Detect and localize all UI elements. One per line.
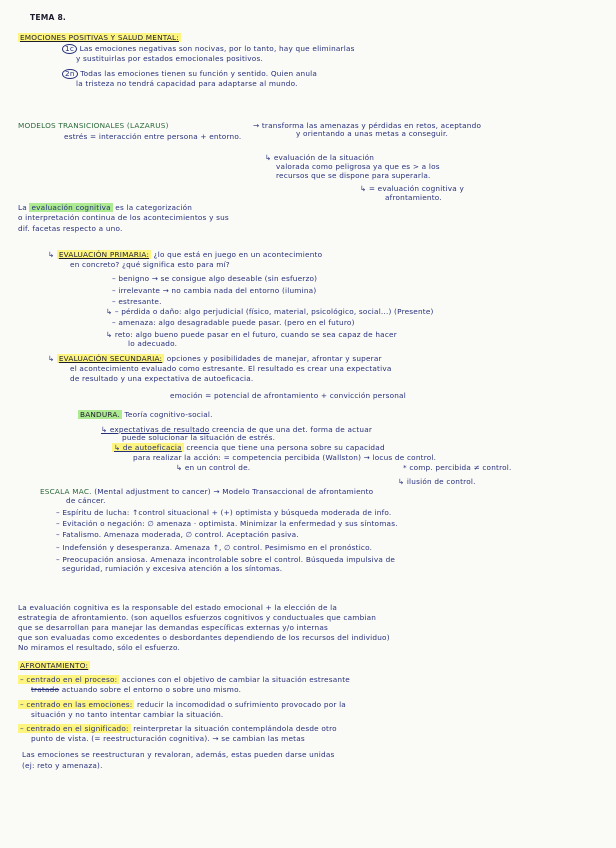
escala-mac-head: ESCALA MAC. (Mental adjustment to cancer) → Modelo Transaccional de afrontamiento — [40, 487, 374, 496]
eval-secundaria-head: ↳ EVALUACIÓN SECUNDARIA: opciones y posibilidades de manejar, afrontar y superar — [48, 354, 382, 363]
bandura-head: BANDURA. Teoría cognitivo-social. — [80, 410, 213, 419]
primaria-estresante: – estresante. — [112, 297, 162, 306]
mac-lucha: – Espíritu de lucha: ↑control situacional + (+) optimista y búsqueda moderada de info. — [56, 508, 392, 517]
point-1-cont: y sustituirlas por estados emocionales positivos. — [76, 54, 263, 63]
bandura-e6: ↳ ilusión de control. — [398, 477, 476, 486]
primaria-benigno: – benigno → se consigue algo deseable (sin esfuerzo) — [112, 274, 318, 283]
bandura-e3: para realizar la acción: = competencia percibida (Wallston) → locus de control. — [133, 453, 437, 462]
mac-evitacion: – Evitación o negación: ∅ amenaza · optimista. Minimizar la enfermedad y sus síntomas. — [56, 519, 398, 528]
eval-eq-1: ↳ = evaluación cognitiva y — [360, 184, 464, 193]
point-2: 2n Todas las emociones tienen su función y sentido. Quien anula — [62, 69, 317, 79]
mac-preocupacion-cont: seguridad, rumiación y excesiva atención a los síntomas. — [62, 564, 283, 573]
bandura-e2: ↳ de autoeficacia creencia que tiene una persona sobre su capacidad — [114, 443, 385, 452]
heading-emociones: EMOCIONES POSITIVAS Y SALUD MENTAL: — [20, 33, 179, 42]
point-1: 1c Las emociones negativas son nocivas, por lo tanto, hay que eliminarlas — [62, 44, 355, 54]
afront-proceso-cont: tratado actuando sobre el entorno o sobre uno mismo. — [31, 685, 242, 694]
eval-eq-2: afrontamiento. — [385, 193, 442, 202]
emociones-final-l1: Las emociones se reestructuran y revaloran, además, estas pueden darse unidas — [22, 750, 335, 759]
mac-preocupacion: – Preocupación ansiosa. Amenaza incontrolable sobre el control. Búsqueda impulsiva de — [56, 555, 396, 564]
point-2-cont: la tristeza no tendrá capacidad para adaptarse al mundo. — [76, 79, 298, 88]
afront-significado: – centrado en el significado: reinterpretar la situación contemplándola desde otro — [20, 724, 337, 733]
eval-cognitiva-l2: o interpretación continua de los acontecimientos y sus — [18, 213, 229, 222]
afrontamiento-head: AFRONTAMIENTO: — [20, 661, 89, 670]
eval-cognitiva-l3: dif. facetas respecto a uno. — [18, 224, 123, 233]
bandura-e1: ↳ expectativas de resultado creencia de que una det. forma de actuar — [101, 425, 373, 434]
heading-modelos: MODELOS TRANSICIONALES (LAZARUS) — [18, 121, 169, 130]
bandura-e5: * comp. percibida ≠ control. — [403, 463, 512, 472]
eval-respons-l3: que se desarrollan para manejar las demandas específicas externas y/o internas — [18, 623, 328, 632]
eval-recursos: recursos que se dispone para superarla. — [276, 171, 431, 180]
mac-fatalismo: – Fatalismo. Amenaza moderada, ∅ control. Aceptación pasiva. — [56, 530, 299, 539]
modelos-r1: → transforma las amenazas y pérdidas en retos, aceptando — [253, 121, 482, 130]
escala-mac-head3: de cáncer. — [66, 496, 106, 505]
eval-respons-l4: que son evaluadas como excedentes o desbordantes dependiendo de los recursos del individuo) — [18, 633, 390, 642]
afront-emociones-cont: situación y no tanto intentar cambiar la situación. — [31, 710, 224, 719]
eval-respons-l2: estrategia de afrontamiento. (son aquellos esfuerzos cognitivos y conductuales que cambian — [18, 613, 377, 622]
afront-emociones: – centrado en las emociones: reducir la incomodidad o sufrimiento provocado por la — [20, 700, 346, 709]
primaria-reto: ↳ reto: algo bueno puede pasar en el futuro, cuando se sea capaz de hacer — [106, 330, 397, 339]
emocion-formula: emoción = potencial de afrontamiento + convicción personal — [170, 391, 406, 400]
primaria-amenaza: – amenaza: algo desagradable puede pasar. (pero en el futuro) — [112, 318, 355, 327]
primaria-irrelevante: – irrelevante → no cambia nada del entorno (ilumina) — [112, 286, 317, 295]
eval-respons-l1: La evaluación cognitiva es la responsable del estado emocional + la elección de la — [18, 603, 338, 612]
primaria-perdida: ↳ – pérdida o daño: algo perjudicial (físico, material, psicológico, social...) (Presente) — [106, 307, 434, 316]
eval-primaria-head: ↳ EVALUACIÓN PRIMARIA: ¿lo que está en juego en un acontecimiento — [48, 250, 323, 259]
modelos-r2: y orientando a unas metas a conseguir. — [296, 129, 449, 138]
emociones-final-l2: (ej: reto y amenaza). — [22, 761, 103, 770]
eval-secundaria-l2: el acontecimiento evaluado como estresante. El resultado es crear una expectativa — [70, 364, 392, 373]
eval-secundaria-l3: de resultado y una expectativa de autoeficacia. — [70, 374, 254, 383]
primaria-reto-cont: lo adecuado. — [128, 339, 178, 348]
estres-def: estrés = interacción entre persona + entorno. — [64, 132, 242, 141]
page-title: TEMA 8. — [30, 13, 67, 22]
eval-respons-l5: No miramos el resultado, sólo el esfuerzo. — [18, 643, 181, 652]
bandura-e1c: puede solucionar la situación de estrés. — [122, 433, 276, 442]
eval-valorada: valorada como peligrosa ya que es > a los — [276, 162, 440, 171]
eval-primaria-q2: en concreto? ¿qué significa esto para mí? — [70, 260, 230, 269]
eval-cognitiva-l1: La evaluación cognitiva es la categorización — [18, 203, 193, 212]
afront-significado-cont: punto de vista. (= reestructuración cognitiva). → se cambian las metas — [31, 734, 305, 743]
eval-situacion: ↳ evaluación de la situación — [265, 153, 375, 162]
bandura-e4: ↳ en un control de. — [176, 463, 251, 472]
mac-indefension: – Indefensión y desesperanza. Amenaza ↑, ∅ control. Pesimismo en el pronóstico. — [56, 543, 373, 552]
afront-proceso: – centrado en el proceso: acciones con el objetivo de cambiar la situación estresante — [20, 675, 350, 684]
